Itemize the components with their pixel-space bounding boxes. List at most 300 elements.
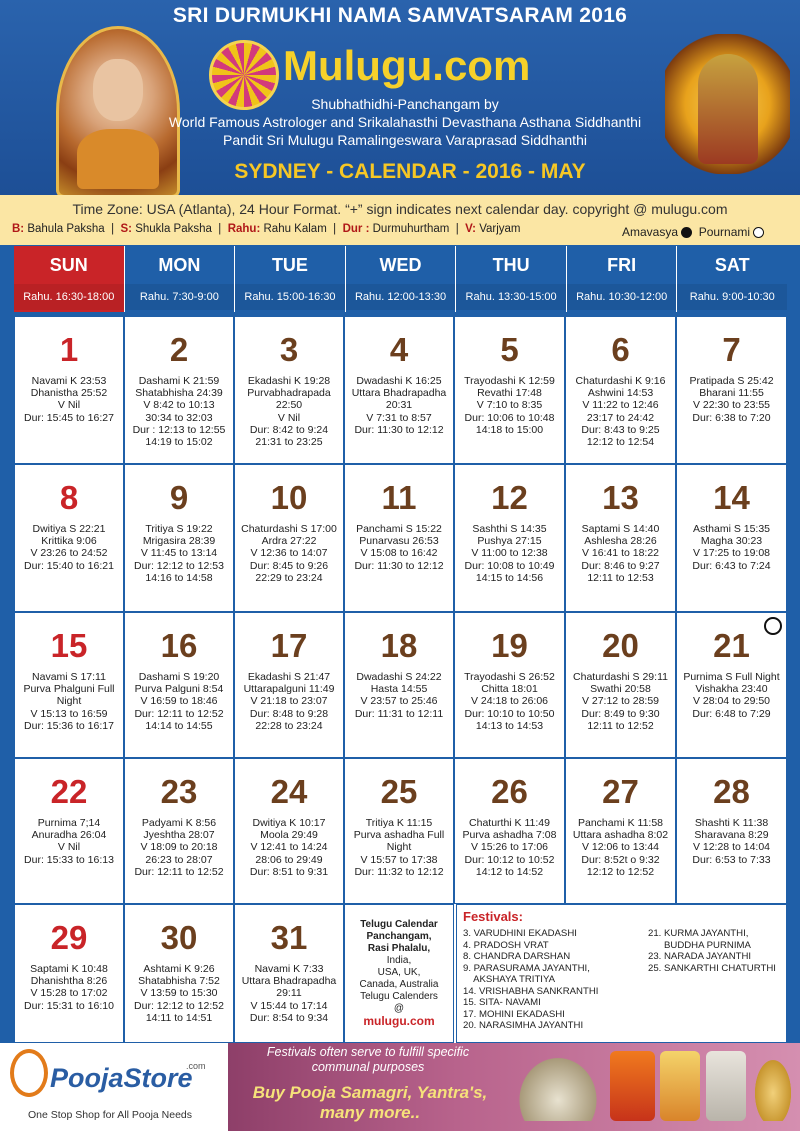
poojastore-domain: .com <box>186 1061 206 1071</box>
date-number: 17 <box>270 627 308 664</box>
rahu-kalam: Rahu. 10:30-12:00 <box>567 284 677 310</box>
festival-item: 8. CHANDRA DARSHAN <box>463 951 571 962</box>
panchang-line: Ekadashi S 21:47 <box>247 671 331 683</box>
panchang-line: V 12:28 to 14:04 <box>692 841 771 854</box>
panchang-line: Purva ashadha 7:08 <box>462 829 557 842</box>
day-header-sun <box>14 246 125 312</box>
panchang-line: 14:13 to 14:53 <box>475 719 544 732</box>
panchang-details <box>677 671 786 720</box>
day-name: TUE <box>271 255 308 275</box>
panchang-line: V Nil <box>57 399 81 412</box>
date-cell <box>234 904 344 1043</box>
date-number: 13 <box>602 479 639 516</box>
promo-text-small: Festivals often serve to fulfill specific communal purposes <box>266 1045 470 1074</box>
panchang-line: Dashami K 21:59 <box>138 375 220 387</box>
festival-item: 4. PRADOSH VRAT <box>463 939 549 951</box>
panchang-line: Purva Phalguni Full <box>23 683 115 696</box>
festival-item: 21. KURMA JAYANTHI, <box>648 928 749 939</box>
panchang-line: Uttara Bhadrapadha <box>241 975 337 988</box>
legend-value: Durmuhurtham <box>372 223 450 235</box>
day-name: FRI <box>607 255 637 275</box>
date-cell <box>565 464 676 612</box>
amavasya-label: Amavasya <box>622 225 679 239</box>
info-line: India, <box>386 955 412 966</box>
panchang-line: 26:23 to 28:07 <box>145 853 213 866</box>
panchang-line: Dur: 11:32 to 12:12 <box>354 865 444 878</box>
rahu-kalam: Rahu. 7:30-9:00 <box>125 284 235 310</box>
panchang-line: V Nil <box>57 841 81 854</box>
panchang-line: Shashti K 11:38 <box>694 817 769 829</box>
panchang-details <box>677 817 786 866</box>
date-cell <box>14 464 124 612</box>
panchang-line: Dur: 15:40 to 16:21 <box>24 559 114 572</box>
panchang-line: 14:12 to 14:52 <box>475 865 544 878</box>
day-name: SAT <box>714 255 750 275</box>
panchang-line: V 15:44 to 17:14 <box>250 999 328 1012</box>
panchang-line: Dhanishtha 8:26 <box>30 975 108 988</box>
date-number: 26 <box>491 773 528 810</box>
pournami-label: Pournami <box>698 225 751 239</box>
date-number: 14 <box>713 479 750 516</box>
panchang-details <box>15 963 123 1012</box>
panchang-line: V 15:57 to 17:38 <box>360 853 438 866</box>
panchang-line: Tritiya K 11:15 <box>365 817 433 829</box>
panchang-line: 14:15 to 14:56 <box>475 571 544 584</box>
panchang-details <box>125 375 233 448</box>
moon-legend <box>622 225 764 239</box>
date-cell <box>344 464 454 612</box>
festival-item: 9. PARASURAMA JAYANTHI, <box>463 962 590 974</box>
info-line: Canada, Australia <box>359 979 439 990</box>
date-cell <box>124 316 234 464</box>
panchang-line: V 23:57 to 25:46 <box>360 695 438 708</box>
panchang-line: V 22:30 to 23:55 <box>692 399 771 412</box>
info-bold-line: Panchangam, <box>366 931 432 942</box>
date-number: 22 <box>50 773 88 810</box>
promo-text-big: Buy Pooja Samagri, Yantra's, many more.. <box>252 1083 488 1122</box>
date-cell <box>14 316 124 464</box>
date-number: 12 <box>491 479 528 516</box>
date-number: 19 <box>491 627 528 664</box>
panchang-line: Ashtami K 9:26 <box>143 963 215 975</box>
panchang-line: V Nil <box>277 411 301 424</box>
date-cell <box>234 612 344 758</box>
panchang-details <box>125 523 233 584</box>
site-logo-text[interactable]: Mulugu.com <box>283 42 531 89</box>
product-image <box>750 1051 796 1121</box>
info-line: @ <box>393 1003 405 1014</box>
rahu-kalam: Rahu. 12:00-13:30 <box>346 284 456 310</box>
day-header-thu <box>456 246 567 312</box>
panchang-line: Ardra 27:22 <box>261 535 317 548</box>
panchang-line: Padyami K 8:56 <box>141 817 217 829</box>
astrologer-portrait <box>56 26 180 198</box>
panchang-details <box>345 523 453 572</box>
legend-value: Rahu Kalam <box>263 223 327 235</box>
festival-item: BUDDHA PURNIMA <box>648 939 751 951</box>
panchang-line: V 7:31 to 8:57 <box>366 411 432 424</box>
panchang-line: 28:06 to 29:49 <box>255 853 323 866</box>
date-number: 21 <box>713 627 750 664</box>
panchang-line: Punarvasu 26:53 <box>359 535 439 548</box>
panchang-line: V 15:08 to 16:42 <box>360 547 438 560</box>
panchang-line: Uttarapalguni 11:49 <box>243 683 335 696</box>
panchang-line: V 7:10 to 8:35 <box>476 399 543 412</box>
weekday-header <box>14 246 787 312</box>
panchang-line: V 8:42 to 10:13 <box>143 399 215 412</box>
festival-item: 23. NARADA JAYANTHI <box>648 951 752 962</box>
date-cell <box>344 612 454 758</box>
panchang-line: Dur: 6:53 to 7:33 <box>692 853 771 866</box>
festivals-column-2 <box>648 928 776 1032</box>
panchang-line: Shatabhisha 24:39 <box>135 387 223 400</box>
panchang-line: Trayodashi S 26:52 <box>464 671 555 683</box>
poojastore-tagline: One Stop Shop for All Pooja Needs <box>28 1109 193 1121</box>
day-header-mon <box>125 246 236 312</box>
day-name: THU <box>492 255 530 275</box>
panchang-line: V 15:28 to 17:02 <box>30 987 108 1000</box>
legend: B: Bahula Paksha | S: Shukla Paksha | Rahu: Rahu Kalam | Dur : Durmuhurtham | V: Varjyam <box>12 223 521 235</box>
panchang-line: V 23:26 to 24:52 <box>30 547 108 560</box>
panchang-line: Dur: 8:45 to 9:26 <box>249 559 329 572</box>
promo-banner[interactable] <box>228 1043 800 1131</box>
panchang-line: V 17:25 to 19:08 <box>692 547 771 560</box>
panchang-line: Dur: 6:43 to 7:24 <box>692 559 771 572</box>
calendar-title: SYDNEY - CALENDAR - 2016 - MAY <box>234 160 586 183</box>
panchang-details <box>345 817 453 878</box>
date-cell <box>344 316 454 464</box>
panchang-line: Uttara Bhadrapadha <box>351 387 447 400</box>
panchang-line: Dwitiya S 22:21 <box>32 523 106 535</box>
panchang-line: V 13:59 to 15:30 <box>140 987 218 1000</box>
panchang-line: Dur: 8:49 to 9:30 <box>581 707 660 720</box>
panchang-line: Uttara ashadha 8:02 <box>572 829 669 842</box>
panchang-line: Chitta 18:01 <box>481 683 538 696</box>
panchang-line: Tritiya S 19:22 <box>145 523 213 535</box>
panchang-details <box>15 523 123 572</box>
panchang-line: V 11:22 to 12:46 <box>582 399 659 412</box>
date-number: 18 <box>380 627 418 664</box>
panchang-line: Sharavana 8:29 <box>694 829 769 842</box>
legend-key: B: <box>12 223 25 235</box>
panchang-line: V 24:18 to 26:06 <box>470 695 549 708</box>
date-number: 28 <box>713 773 750 810</box>
date-number: 4 <box>389 331 409 368</box>
date-number: 20 <box>602 627 639 664</box>
panchang-line: 14:11 to 14:51 <box>145 1011 213 1024</box>
date-cell <box>565 758 676 904</box>
festival-item: 15. SITA- NAVAMI <box>463 997 541 1008</box>
rahu-kalam: Rahu. 9:00-10:30 <box>677 284 787 310</box>
legend-key: V: <box>465 223 476 235</box>
date-cell <box>344 758 454 904</box>
panchang-line: 22:29 to 23:24 <box>255 571 323 584</box>
panchang-line: Purva ashadha Full <box>353 829 445 842</box>
panchang-line: Mrigasira 28:39 <box>142 535 216 548</box>
panchang-line: Chaturdashi K 9:16 <box>575 375 666 387</box>
panchang-line: V 11:45 to 13:14 <box>140 547 218 560</box>
panchang-line: 14:14 to 14:55 <box>145 719 213 732</box>
date-number: 2 <box>169 331 189 368</box>
date-cell <box>565 316 676 464</box>
date-number: 11 <box>381 479 417 516</box>
panchang-line: Bharani 11:55 <box>699 387 764 400</box>
date-cell <box>234 464 344 612</box>
panchang-line: Navami K 7:33 <box>254 963 324 975</box>
panchang-line: Night <box>56 695 82 708</box>
info-bold-line: Telugu Calendar <box>360 919 438 930</box>
calendar-grid <box>14 316 787 1043</box>
panchang-line: Chaturthi K 11:49 <box>469 817 550 829</box>
panchang-line: Purvabhadrapada <box>247 387 331 400</box>
timezone-note: Time Zone: USA (Atlanta), 24 Hour Format. “+” sign indicates next calendar day. copyright @ mulugu.com <box>72 201 728 217</box>
date-number: 10 <box>270 479 308 516</box>
panchang-line: Shatabhisha 7:52 <box>138 975 220 988</box>
panchang-details <box>235 817 343 878</box>
product-image <box>513 1051 603 1121</box>
legend-key: Rahu: <box>227 223 261 235</box>
panchang-line: Dwadashi K 16:25 <box>356 375 442 387</box>
panchang-line: Dur: 10:12 to 10:52 <box>464 853 555 866</box>
panchang-details <box>455 671 564 732</box>
panchang-details <box>677 375 786 424</box>
date-cell <box>14 612 124 758</box>
date-number: 15 <box>50 627 88 664</box>
panchang-line: 21:31 to 23:25 <box>255 436 323 449</box>
panchang-line: 23:17 to 24:42 <box>586 411 655 424</box>
panchang-line: Purnima 7;14 <box>37 817 101 829</box>
full-moon-icon <box>753 227 764 238</box>
panchang-details <box>125 671 233 732</box>
festival-item: 17. MOHINI EKADASHI <box>463 1008 565 1020</box>
info-line: USA, UK, <box>377 967 421 978</box>
legend-key: Dur : <box>342 223 370 235</box>
new-moon-icon <box>681 227 692 238</box>
panchang-line: 22:28 to 23:24 <box>255 719 323 732</box>
panchang-line: Dur: 15:45 to 16:27 <box>24 411 114 424</box>
panchang-line: Dur: 11:30 to 12:12 <box>354 559 444 572</box>
date-cell <box>234 758 344 904</box>
date-cell <box>676 464 787 612</box>
panchang-line: Krittika 9:06 <box>41 535 97 548</box>
header-line-1: Shubhathidhi-Panchangam by <box>311 96 499 112</box>
panchang-line: Dur: 11:30 to 12:12 <box>354 423 444 436</box>
date-cell <box>124 612 234 758</box>
panchang-line: Swathi 20:58 <box>590 683 651 696</box>
panchang-line: Dashami S 19:20 <box>138 671 220 683</box>
panchang-details <box>15 671 123 732</box>
day-name: WED <box>379 255 422 275</box>
panchang-line: Revathi 17:48 <box>477 387 542 400</box>
date-number: 29 <box>50 919 88 956</box>
panchang-details <box>235 375 343 448</box>
panchang-line: 12:11 to 12:53 <box>587 571 654 584</box>
panchang-line: Moola 29:49 <box>260 829 318 842</box>
panchang-line: V 16:59 to 18:46 <box>140 695 218 708</box>
panchang-line: 12:12 to 12:54 <box>586 436 655 449</box>
panchang-line: Navami K 23:53 <box>31 375 107 387</box>
panchang-line: V 28:04 to 29:50 <box>692 695 771 708</box>
panchang-line: Panchami K 11:58 <box>577 817 664 829</box>
festival-item: AKSHAYA TRITIYA <box>463 974 556 985</box>
footer-ad <box>0 1043 800 1131</box>
panchang-line: Dur: 8:48 to 9:28 <box>249 707 329 720</box>
date-number: 8 <box>59 479 79 516</box>
festival-item: 20. NARASIMHA JAYANTHI <box>463 1020 584 1031</box>
product-image <box>660 1051 700 1121</box>
deity-image <box>660 14 795 194</box>
panchang-line: Vishakha 23:40 <box>695 683 768 696</box>
panchang-details <box>235 671 343 732</box>
date-cell <box>14 758 124 904</box>
legend-value: Varjyam <box>479 223 521 235</box>
date-number: 5 <box>500 331 519 368</box>
panchang-line: Dur: 11:31 to 12:11 <box>354 707 444 720</box>
panchang-details <box>455 375 564 436</box>
date-number: 24 <box>270 773 308 810</box>
legend-value: Shukla Paksha <box>135 223 212 235</box>
full-moon-icon <box>764 617 782 635</box>
day-name: MON <box>158 255 201 275</box>
panchang-line: Ashwini 14:53 <box>587 387 654 400</box>
panchang-line: Dur: 10:06 to 10:48 <box>464 411 555 424</box>
panchang-details <box>345 671 453 720</box>
panchang-line: 14:16 to 14:58 <box>145 571 213 584</box>
legend-value: Bahula Paksha <box>27 223 105 235</box>
date-number: 16 <box>160 627 198 664</box>
date-number: 30 <box>160 919 198 956</box>
info-line: Telugu Calenders <box>360 991 438 1002</box>
panchang-details <box>15 375 123 424</box>
panchang-line: Pushya 27:15 <box>477 535 542 548</box>
rahu-kalam: Rahu. 13:30-15:00 <box>456 284 566 310</box>
panchang-line: Ekadashi K 19:28 <box>247 375 331 387</box>
date-number: 31 <box>270 919 308 956</box>
legend-key: S: <box>120 223 132 235</box>
festival-item: 14. VRISHABHA SANKRANTHI <box>463 985 599 997</box>
panchang-line: V 12:41 to 14:24 <box>250 841 328 854</box>
panchang-line: Dur: 15:36 to 16:17 <box>24 719 114 732</box>
panchang-line: 29:11 <box>276 987 302 1000</box>
panchang-line: Magha 30:23 <box>700 535 763 548</box>
date-number: 1 <box>59 331 79 368</box>
rahu-kalam: Rahu. 15:00-16:30 <box>235 284 345 310</box>
panchang-line: V 12:06 to 13:44 <box>581 841 660 854</box>
panchang-line: Navami S 17:11 <box>32 671 106 683</box>
panchang-details <box>677 523 786 572</box>
date-cell <box>124 758 234 904</box>
panchang-line: Dur: 10:10 to 10:50 <box>464 707 555 720</box>
panchang-line: V 15:13 to 16:59 <box>30 707 108 720</box>
panchang-line: Dur: 8:46 to 9:27 <box>581 559 660 572</box>
date-cell <box>124 464 234 612</box>
panchang-details <box>455 523 564 584</box>
panchang-line: 12:12 to 12:52 <box>586 865 655 878</box>
panchang-line: 30:34 to 32:03 <box>145 411 213 424</box>
header-line-3: Pandit Sri Mulugu Ramalingeswara Varaprasad Siddhanthi <box>223 132 587 148</box>
info-bold-line: Rasi Phalalu, <box>367 943 431 954</box>
date-cell <box>454 316 565 464</box>
panchang-line: V 16:41 to 18:22 <box>581 547 660 560</box>
panchang-line: V 12:36 to 14:07 <box>250 547 328 560</box>
panchang-line: 20:31 <box>385 399 413 412</box>
info-site-link[interactable]: mulugu.com <box>363 1014 435 1028</box>
panchang-details <box>125 817 233 878</box>
day-header-tue <box>235 246 346 312</box>
date-cell <box>565 612 676 758</box>
panchang-line: V 21:18 to 23:07 <box>250 695 328 708</box>
panchang-line: 14:18 to 15:00 <box>475 423 544 436</box>
day-name: SUN <box>49 255 88 275</box>
panchang-line: Dhanistha 25:52 <box>30 387 108 400</box>
poojastore-logo[interactable] <box>10 1049 218 1129</box>
panchang-line: Sashthi S 14:35 <box>472 523 547 535</box>
info-bar <box>0 195 800 245</box>
panchang-line: Purva Palguni 8:54 <box>134 683 224 696</box>
product-image <box>610 1051 655 1121</box>
panchang-line: V 11:00 to 12:38 <box>471 547 548 560</box>
info-cell[interactable] <box>344 904 454 1043</box>
panchang-details <box>235 523 343 584</box>
festivals-box <box>456 904 787 1043</box>
panchang-line: Asthami S 15:35 <box>692 523 771 535</box>
samvatsaram-title: SRI DURMUKHI NAMA SAMVATSARAM 2016 <box>172 4 628 27</box>
date-cell <box>454 464 565 612</box>
panchang-line: Dur: 8:43 to 9:25 <box>581 423 660 436</box>
panchang-line: Dur: 12:11 to 12:52 <box>134 865 224 878</box>
panchang-line: Dur : 12:13 to 12:55 <box>132 423 226 436</box>
date-cell <box>234 316 344 464</box>
poojastore-brand: PoojaStore <box>50 1063 193 1093</box>
panchang-line: Hasta 14:55 <box>370 683 428 696</box>
panchang-details <box>345 375 453 436</box>
festivals-title: Festivals: <box>463 909 523 924</box>
date-cell <box>676 316 787 464</box>
panchang-details <box>566 523 675 584</box>
day-header-wed <box>346 246 457 312</box>
panchang-details <box>125 963 233 1024</box>
panchang-line: V 27:12 to 28:59 <box>581 695 660 708</box>
panchang-line: V 18:09 to 20:18 <box>140 841 218 854</box>
date-cell <box>454 612 565 758</box>
panchang-line: Dur: 12:12 to 12:52 <box>134 999 224 1012</box>
date-cell <box>454 758 565 904</box>
header-line-2: World Famous Astrologer and Srikalahasthi Devasthana Asthana Siddhanthi <box>168 114 642 130</box>
panchang-line: Dur: 6:48 to 7:29 <box>692 707 771 720</box>
panchang-details <box>235 963 343 1024</box>
panchang-details <box>566 375 675 448</box>
panchang-line: Night <box>386 841 412 854</box>
panchang-line: Purnima S Full Night <box>683 671 780 683</box>
panchang-line: Ashlesha 28:26 <box>584 535 657 548</box>
panchang-line: Trayodashi K 12:59 <box>464 375 555 387</box>
poojastore-e-icon <box>10 1049 48 1097</box>
panchang-line: Dur: 12:11 to 12:52 <box>134 707 224 720</box>
date-number: 25 <box>380 773 418 810</box>
panchang-line: Saptami S 14:40 <box>581 523 660 535</box>
panchang-line: Anuradha 26:04 <box>31 829 107 842</box>
panchang-line: Chaturdashi S 17:00 <box>241 523 337 535</box>
panchang-line: Pratipada S 25:42 <box>689 375 774 387</box>
product-image <box>706 1051 746 1121</box>
panchang-line: Dur: 15:31 to 16:10 <box>24 999 114 1012</box>
date-cell <box>124 904 234 1043</box>
panchang-line: Chaturdashi S 29:11 <box>573 671 668 683</box>
header <box>0 0 800 195</box>
day-header-fri <box>567 246 678 312</box>
panchang-details <box>455 817 564 878</box>
panchang-details <box>15 817 123 866</box>
